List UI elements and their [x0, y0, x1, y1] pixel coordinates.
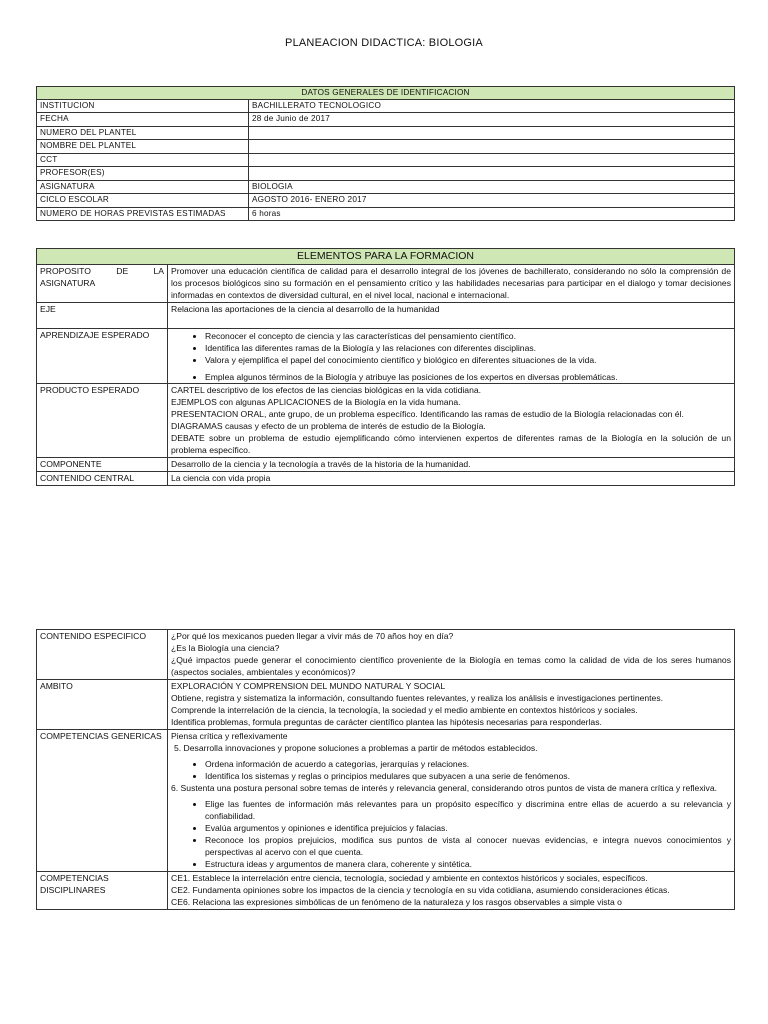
genericas-point-5: 5. Desarrolla innovaciones y propone soluciones a problemas a partir de métodos establecidos. [174, 743, 538, 753]
table-row [37, 680, 735, 730]
row-label-asignatura: ASIGNATURA [37, 180, 249, 194]
ambito-cell [168, 680, 735, 730]
datos-generales-table [36, 86, 735, 221]
producto-cell [168, 384, 735, 458]
genericas-list-6 [171, 798, 731, 870]
ambito-line: Identifica problemas, formula preguntas de carácter científico plantea las hipótesis necesarias para responderlas. [171, 717, 602, 727]
table-row [37, 458, 735, 472]
competencias-disciplinares-cell [168, 872, 735, 910]
row-label-institucion: INSTITUCION [37, 99, 249, 113]
list-item: • Identifica los sistemas y reglas o principios medulares que subyacen a una serie de fenómenos. [205, 770, 731, 782]
proposito-text: Promover una educación científica de calidad para el desarrollo integral de los jóvenes de bachillerato, considerando no sólo la comprensión de los procesos biológicos sino su formación en el pensamiento crítico y las habilidades necesarias para participar en el dialogo y tomar decisiones informadas en contextos de diversidad cultural, en el nivel local, nacional e internacional. [168, 265, 735, 303]
table-row [37, 630, 735, 680]
ambito-line: Comprende la interrelación de la ciencia, la tecnología, la sociedad y el medio ambiente en contextos históricos y sociales. [171, 705, 638, 715]
eje-text: Relaciona las aportaciones de la ciencia al desarrollo de la humanidad [168, 303, 735, 329]
componente-label: COMPONENTE [37, 458, 168, 472]
row-value-horas: 6 horas [249, 207, 735, 221]
competencias-disciplinares-label: COMPETENCIAS DISCIPLINARES [37, 872, 168, 910]
datos-generales-header: DATOS GENERALES DE IDENTIFICACION [37, 87, 735, 100]
table-row [37, 265, 735, 303]
componente-text: Desarrollo de la ciencia y la tecnología a través de la historia de la humanidad. [168, 458, 735, 472]
contenido-line: ¿Es la Biología una ciencia? [171, 643, 280, 653]
list-item: • Reconoce los propios prejuicios, modifica sus puntos de vista al conocer nuevas evidencias, e integra nuevos conocimientos y perspectivas al acervo con el que cuenta. [205, 834, 731, 858]
eje-label: EJE [37, 303, 168, 329]
row-label-numero-plantel: NUMERO DEL PLANTEL [37, 126, 249, 140]
table-row [37, 113, 735, 127]
list-item: • Ordena información de acuerdo a categorías, jerarquías y relaciones. [205, 758, 731, 770]
disciplinares-line: CE1. Establece la interrelación entre ciencia, tecnología, sociedad y ambiente en contextos históricos y sociales, específicos. [171, 873, 648, 883]
producto-line: EJEMPLOS con algunas APLICACIONES de la Biología en la vida humana. [171, 397, 461, 407]
contenido-especifico-label: CONTENIDO ESPECIFICO [37, 630, 168, 680]
list-item: • Emplea algunos términos de la Biología y atribuye las posiciones de los expertos en diversas problemáticas. [205, 371, 731, 383]
genericas-point-6: 6. Sustenta una postura personal sobre temas de interés y relevancia general, considerando otros puntos de vista de manera crítica y reflexiva. [171, 783, 718, 793]
table-row [37, 872, 735, 910]
table-row [37, 99, 735, 113]
row-value-asignatura: BIOLOGIA [249, 180, 735, 194]
table-row [37, 384, 735, 458]
aprendizaje-list [171, 330, 731, 383]
producto-line: DEBATE sobre un problema de estudio ejemplificando cómo intervienen expertos de diferentes ramas de la Biología en la solución de un problema específico. [171, 433, 731, 455]
table-row [37, 153, 735, 167]
proposito-label-text: PROPOSITO DE LA ASIGNATURA [40, 266, 164, 288]
table-row [37, 126, 735, 140]
row-label-nombre-plantel: NOMBRE DEL PLANTEL [37, 140, 249, 154]
row-value-nombre-plantel [249, 140, 735, 154]
table-row [37, 180, 735, 194]
row-value-numero-plantel [249, 126, 735, 140]
list-item: • Reconocer el concepto de ciencia y las características del pensamiento científico. [205, 330, 731, 342]
table-row [37, 329, 735, 384]
row-label-cct: CCT [37, 153, 249, 167]
table-row [37, 194, 735, 208]
list-item: • Elige las fuentes de información más relevantes para un propósito específico y discrimina entre ellas de acuerdo a su relevancia y confiabilidad. [205, 798, 731, 822]
contenido-especifico-cell [168, 630, 735, 680]
aprendizaje-list-cell [168, 329, 735, 384]
elementos-formacion-header: ELEMENTOS PARA LA FORMACION [37, 249, 735, 265]
row-label-fecha: FECHA [37, 113, 249, 127]
document-title: PLANEACION DIDACTICA: BIOLOGIA [285, 37, 483, 49]
row-value-cct [249, 153, 735, 167]
genericas-list-5 [171, 758, 731, 782]
table-row [37, 472, 735, 486]
row-label-ciclo-escolar: CICLO ESCOLAR [37, 194, 249, 208]
producto-line: CARTEL descriptivo de los efectos de las ciencias biológicas en la vida cotidiana. [171, 385, 482, 395]
aprendizaje-label: APRENDIZAJE ESPERADO [37, 329, 168, 384]
list-item: • Identifica las diferentes ramas de la Biología y las relaciones con diferentes disciplinas. [205, 342, 731, 354]
contenido-central-text: La ciencia con vida propia [168, 472, 735, 486]
contenido-table [36, 629, 735, 910]
disciplinares-line: CE2. Fundamenta opiniones sobre los impactos de la ciencia y tecnología en su vida cotidiana, asumiendo consideraciones éticas. [171, 885, 670, 895]
contenido-line: ¿Por qué los mexicanos pueden llegar a vivir más de 70 años hoy en día? [171, 631, 454, 641]
contenido-line: ¿Qué impactos puede generar el conocimiento científico proveniente de la Biología en temas como la calidad de vida de los seres humanos (aspectos sociales, ambientales y económicos)? [171, 655, 731, 677]
proposito-label [37, 265, 168, 303]
contenido-central-label: CONTENIDO CENTRAL [37, 472, 168, 486]
row-value-fecha: 28 de Junio de 2017 [249, 113, 735, 127]
competencias-genericas-label: COMPETENCIAS GENERICAS [37, 730, 168, 872]
list-item: • Estructura ideas y argumentos de manera clara, coherente y sintética. [205, 858, 731, 870]
producto-line: PRESENTACION ORAL, ante grupo, de un problema específico. Identificando las ramas de estudio de la Biología relacionadas con él. [171, 409, 684, 419]
competencias-genericas-cell [168, 730, 735, 872]
ambito-label: AMBITO [37, 680, 168, 730]
row-value-profesores [249, 167, 735, 181]
row-value-ciclo-escolar: AGOSTO 2016- ENERO 2017 [249, 194, 735, 208]
row-value-institucion: BACHILLERATO TECNOLOGICO [249, 99, 735, 113]
table-row [37, 303, 735, 329]
ambito-line: EXPLORACIÓN Y COMPRENSION DEL MUNDO NATURAL Y SOCIAL [171, 681, 446, 691]
producto-line: DIAGRAMAS causas y efecto de un problema de interés de estudio de la Biología. [171, 421, 486, 431]
list-item: • Evalúa argumentos y opiniones e identifica prejuicios y falacias. [205, 822, 731, 834]
elementos-formacion-table [36, 248, 735, 486]
ambito-line: Obtiene, registra y sistematiza la información, consultando fuentes relevantes, y realiza los análisis e investigaciones pertinentes. [171, 693, 664, 703]
genericas-intro: Piensa crítica y reflexivamente [171, 731, 288, 741]
table-row [37, 167, 735, 181]
row-label-horas: NUMERO DE HORAS PREVISTAS ESTIMADAS [37, 207, 249, 221]
disciplinares-line: CE6. Relaciona las expresiones simbólicas de un fenómeno de la naturaleza y los rasgos observables a simple vista o [171, 897, 622, 907]
table-row [37, 140, 735, 154]
table-row [37, 207, 735, 221]
list-item: • Valora y ejemplifica el papel del conocimiento científico y biológico en diferentes situaciones de la vida. [205, 354, 731, 366]
table-row [37, 730, 735, 872]
row-label-profesores: PROFESOR(ES) [37, 167, 249, 181]
producto-label: PRODUCTO ESPERADO [37, 384, 168, 458]
